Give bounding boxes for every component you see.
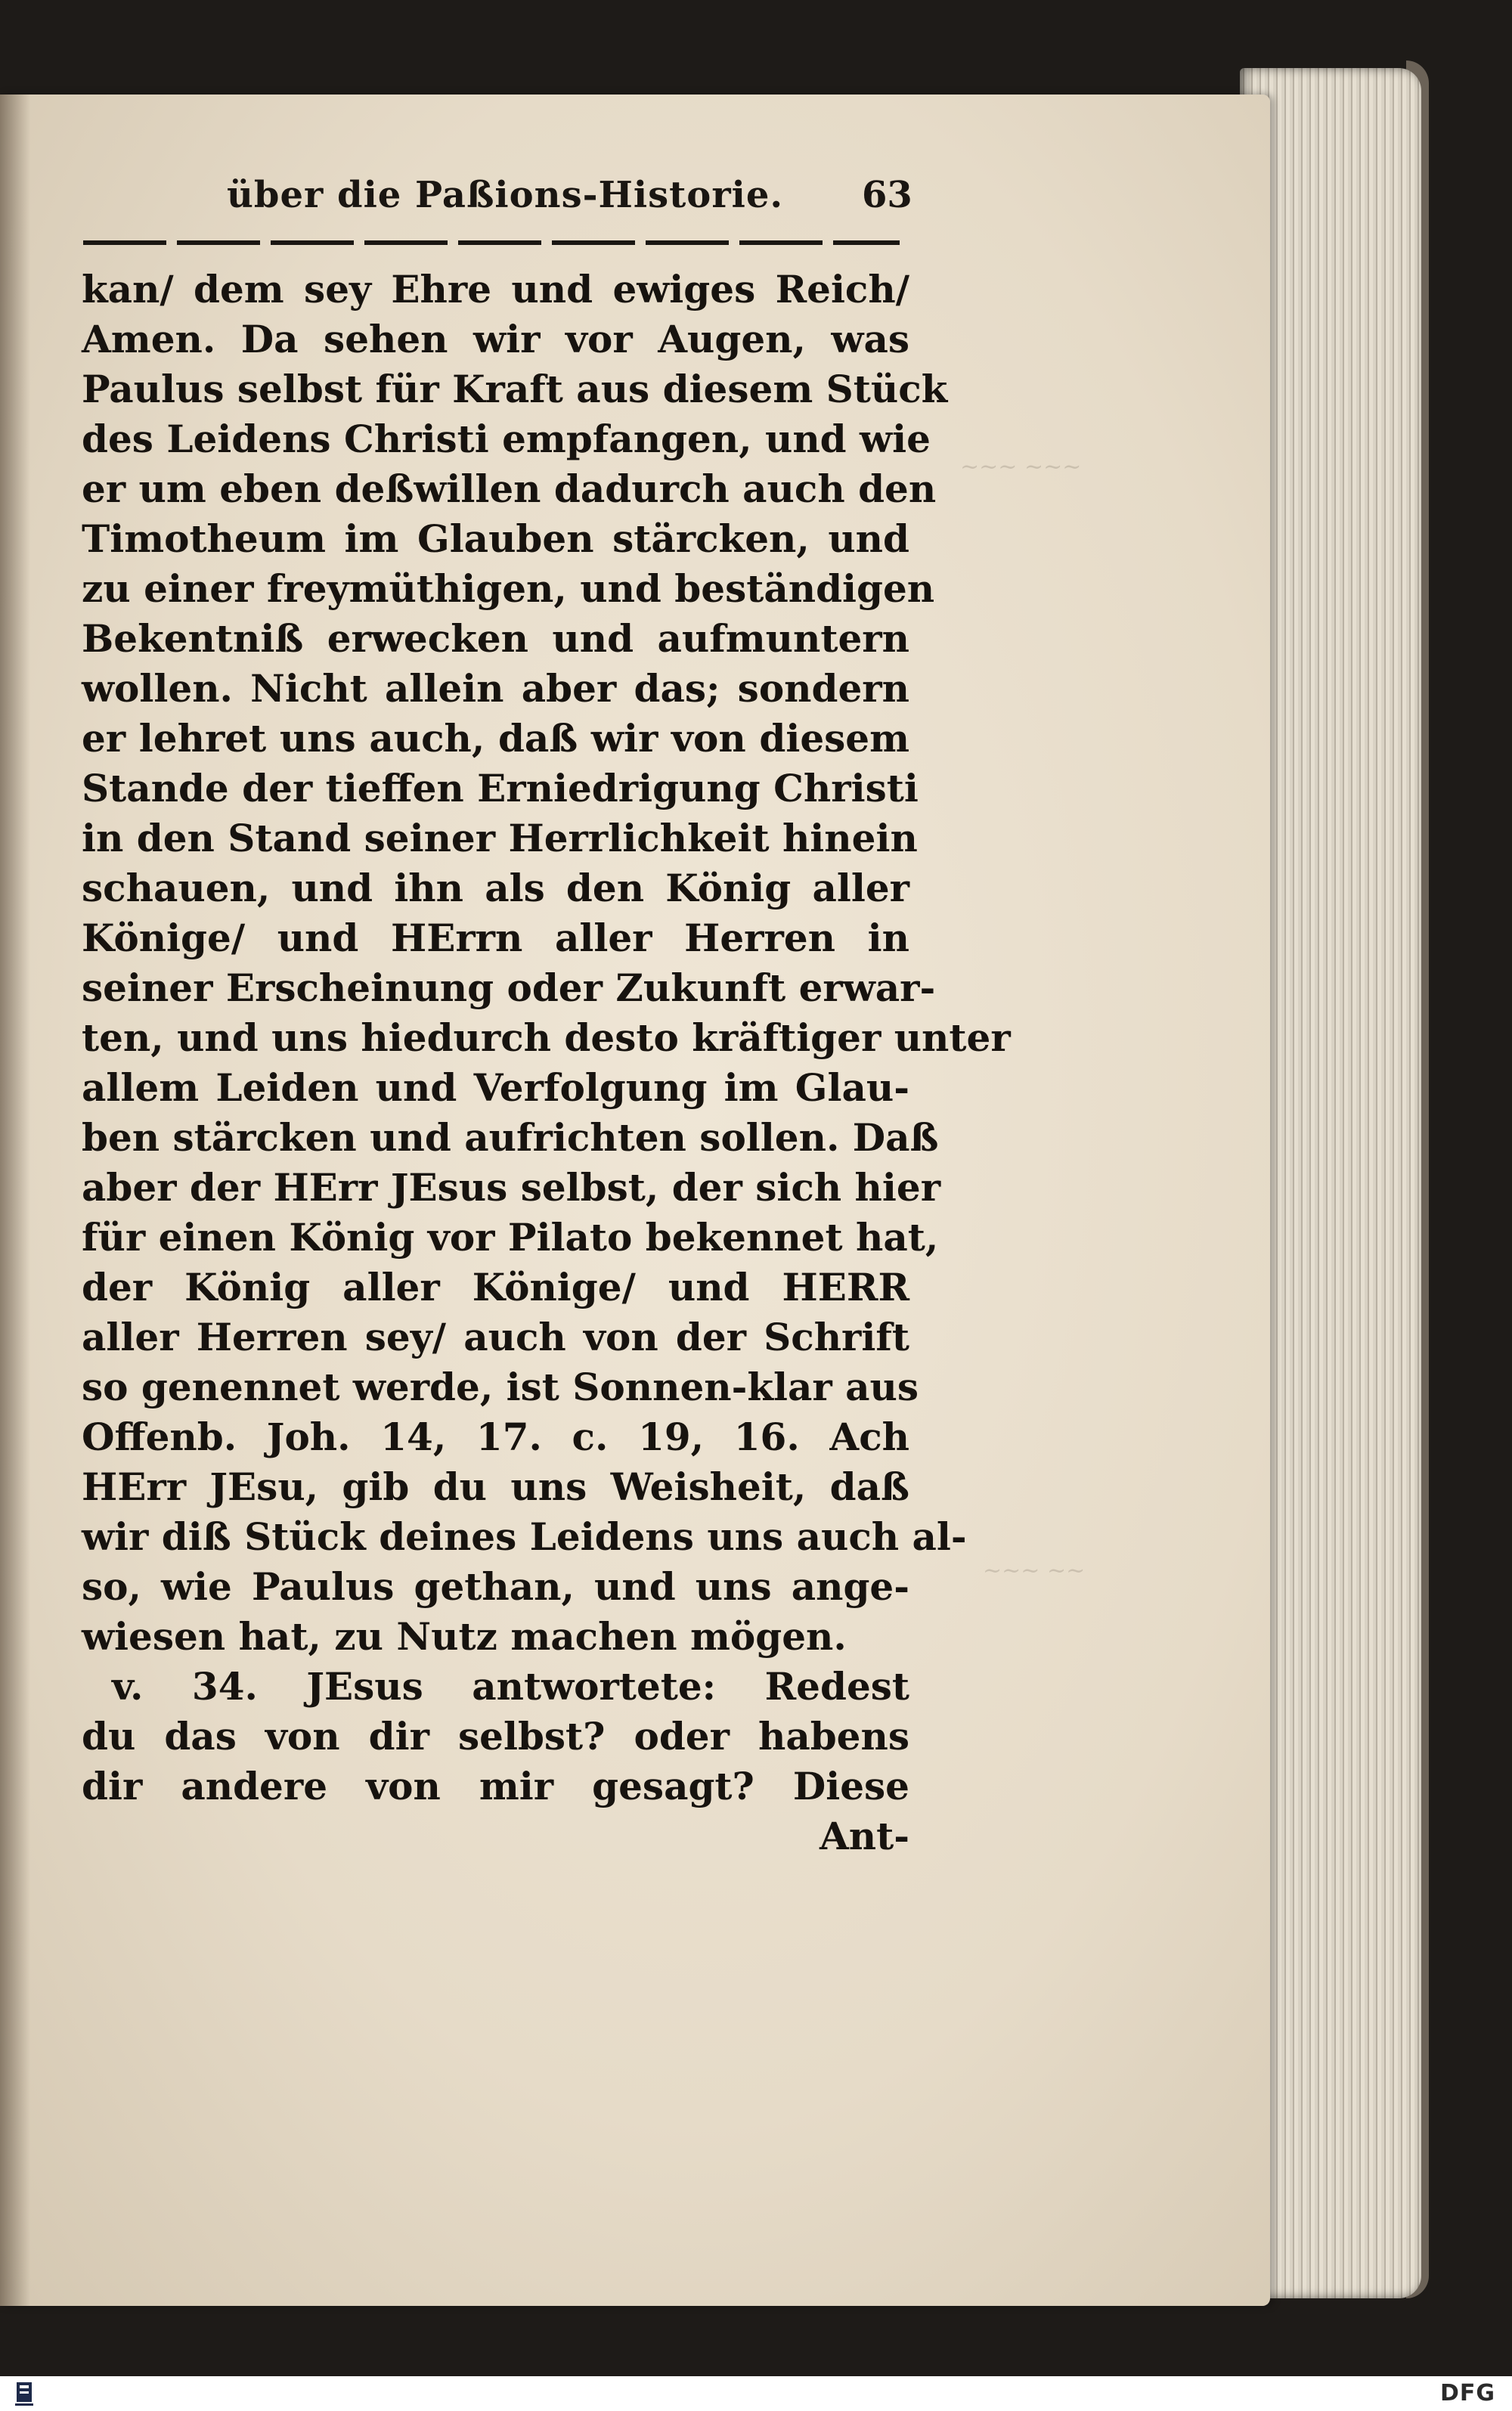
text-line: Offenb. Joh. 14, 17. c. 19, 16. Ach	[82, 1415, 909, 1459]
library-logo-icon	[11, 2379, 38, 2408]
text-line: v. 34. JEsus antwortete: Redest	[112, 1664, 909, 1709]
text-line: aller Herren sey/ auch von der Schrift	[82, 1315, 909, 1359]
text-line: ten, und uns hiedurch desto kräftiger unter	[82, 1015, 1011, 1060]
text-line: zu einer freymüthigen, und beständigen	[82, 566, 935, 611]
text-line: kan/ dem sey Ehre und ewiges Reich/	[82, 267, 909, 311]
page-gutter	[0, 95, 30, 2306]
text-line: seiner Erscheinung oder Zukunft erwar-	[82, 965, 936, 1010]
bleed-through-mark: ~~~ ~~~	[960, 454, 1082, 480]
text-line: er um eben deßwillen dadurch auch den	[82, 466, 937, 511]
footer-bar	[0, 2376, 1512, 2411]
text-line: wollen. Nicht allein aber das; sondern	[82, 666, 909, 711]
running-header: über die Paßions-Historie.	[227, 174, 784, 216]
header-rule	[83, 240, 900, 245]
page-number: 63	[862, 174, 912, 216]
text-line: so, wie Paulus gethan, und uns ange-	[82, 1564, 909, 1609]
text-line: wiesen hat, zu Nutz machen mögen.	[82, 1614, 847, 1659]
text-line: aber der HErr JEsus selbst, der sich hier	[82, 1165, 941, 1210]
text-line: wir diß Stück deines Leidens uns auch al-	[82, 1514, 967, 1559]
text-line: er lehret uns auch, daß wir von diesem	[82, 716, 909, 761]
text-line: Timotheum im Glauben stärcken, und	[82, 516, 909, 561]
text-line: dir andere von mir gesagt? Diese	[82, 1764, 909, 1808]
text-line: schauen, und ihn als den König aller	[82, 866, 909, 910]
bleed-through-mark: ~~~ ~~	[983, 1557, 1086, 1584]
text-line: für einen König vor Pilato bekennet hat,	[82, 1215, 939, 1260]
text-line: der König aller Könige/ und HERR	[82, 1265, 909, 1309]
text-line: du das von dir selbst? oder habens	[82, 1714, 909, 1759]
text-line: des Leidens Christi empfangen, und wie	[82, 417, 931, 461]
dfg-logo: DFG	[1439, 2380, 1495, 2406]
text-line: in den Stand seiner Herrlichkeit hinein	[82, 816, 918, 860]
body-text	[82, 265, 1011, 1861]
text-line: Paulus selbst für Kraft aus diesem Stück	[82, 367, 948, 411]
text-line: allem Leiden und Verfolgung im Glau-	[82, 1065, 909, 1110]
text-line: Bekentniß erwecken und aufmuntern	[82, 616, 909, 661]
text-line: so genennet werde, ist Sonnen-klar aus	[82, 1365, 919, 1409]
text-line: ben stärcken und aufrichten sollen. Daß	[82, 1115, 939, 1160]
text-line: HErr JEsu, gib du uns Weisheit, daß	[82, 1464, 909, 1509]
text-line: Amen. Da sehen wir vor Augen, was	[82, 317, 909, 361]
text-line: Stande der tieffen Erniedrigung Christi	[82, 766, 919, 810]
text-line: Könige/ und HErrn aller Herren in	[82, 916, 909, 960]
catchword: Ant-	[820, 1814, 909, 1858]
